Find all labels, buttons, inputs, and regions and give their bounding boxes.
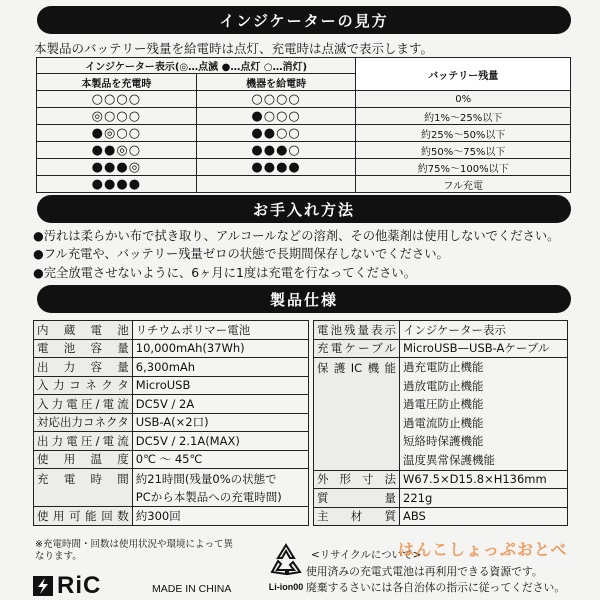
li-ion-mark: Li-ion00 <box>268 582 304 592</box>
care-item: ●汚れは柔らかい布で拭き取り、アルコールなどの溶剤、その他薬剤は使用しないでください。 <box>33 229 560 243</box>
spec-key: 質量 <box>314 489 400 508</box>
supplying-dots: ●○○○ <box>196 108 356 125</box>
indicator-header-title: インジケーターの見方 <box>219 11 389 30</box>
table-row <box>34 395 309 414</box>
charging-dots: ◎○○○ <box>37 108 197 125</box>
table-row <box>34 450 309 469</box>
spec-value-line: 約21時間(残量0%の状態で <box>135 471 277 486</box>
indicator-legend: インジケーター表示(◎…点滅 ●…点灯 ○…消灯) <box>37 58 356 74</box>
spec-value: リチウムポリマー電池 <box>132 321 308 340</box>
spec-value: 6,300mAh <box>132 358 308 377</box>
recycle-title: <リサイクルについて> <box>311 549 422 561</box>
spec-value-line: 短絡時保護機能 <box>403 434 484 449</box>
spec-header-title: 製品仕様 <box>269 290 338 309</box>
charging-dots: ●●●◎ <box>37 159 197 176</box>
care-header-title: お手入れ方法 <box>252 200 355 219</box>
spec-value: 221g <box>400 489 568 508</box>
spec-key: 保護IC機能 <box>314 358 400 471</box>
table-row <box>314 358 568 471</box>
spec-value: ABS <box>400 507 568 526</box>
level-text: 0% <box>356 91 571 108</box>
recycle-text: 廃棄するさいには各自治体の指示に従ってください。 <box>306 581 566 594</box>
brand-logo <box>32 572 101 600</box>
spec-key: 使用可能回数 <box>34 507 133 526</box>
spec-key: 充電ケーブル <box>314 339 400 358</box>
charging-dots: ○○○○ <box>37 91 197 108</box>
care-item: ●完全放電させないように、6ヶ月に1度は充電を行なってください。 <box>33 266 416 280</box>
level-text: フル充電 <box>356 176 571 193</box>
table-row <box>37 125 571 142</box>
supplying-dots <box>196 176 356 193</box>
spec-value: MicroUSB <box>132 376 308 395</box>
spec-key: 主材質 <box>314 507 400 526</box>
spec-value: DC5V / 2A <box>132 395 308 414</box>
supplying-dots: ●●●○ <box>196 142 356 159</box>
watermark: はんこしょっぷおとべ <box>398 540 568 559</box>
made-in: MADE IN CHINA <box>152 583 232 595</box>
charging-dots: ●◎○○ <box>37 125 197 142</box>
level-text: 約25%〜50%以下 <box>356 125 571 142</box>
spec-key: 入力コネクタ <box>34 376 133 395</box>
spec-value-line: 過充電防止機能 <box>403 360 484 374</box>
table-row <box>37 91 571 108</box>
spec-value-line: 過電圧防止機能 <box>403 397 484 412</box>
spec-key: 外形寸法 <box>314 470 400 489</box>
charging-dots: ●●●● <box>37 176 197 193</box>
supplying-dots: ○○○○ <box>196 91 356 108</box>
table-row <box>34 507 309 526</box>
spec-value-line: 過放電防止機能 <box>403 378 484 393</box>
brand-name: RiC <box>57 572 102 599</box>
care-item: ●フル充電や、バッテリー残量ゼロの状態で長期間保存しないでください。 <box>33 247 449 261</box>
level-text: 約1%〜25%以下 <box>356 108 571 125</box>
indicator-table <box>36 57 571 193</box>
spec-value: USB-A(×2口) <box>132 413 308 432</box>
table-row <box>34 321 309 340</box>
care-header <box>37 195 571 223</box>
table-row <box>34 358 309 377</box>
spec-value: 10,000mAh(37Wh) <box>132 339 308 358</box>
table-row <box>34 376 309 395</box>
spec-value <box>132 469 308 507</box>
col-supplying: 機器を給電時 <box>196 74 356 91</box>
indicator-intro: 本製品のバッテリー残量を給電時は点灯、充電時は点滅で表示します。 <box>34 41 434 56</box>
table-row <box>34 339 309 358</box>
spec-key: 内蔵電池 <box>34 321 133 340</box>
table-row <box>34 432 309 451</box>
spec-key: 対応出力コネクタ <box>34 413 133 432</box>
supplying-dots: ●●●● <box>196 159 356 176</box>
spec-table-right <box>313 320 568 526</box>
indicator-header <box>37 6 571 34</box>
spec-value: W67.5×D15.8×H136mm <box>400 470 568 489</box>
spec-value: インジケーター表示 <box>400 321 568 340</box>
spec-key: 電池残量表示 <box>314 321 400 340</box>
footnote: ※充電時間・回数は使用状況や環境によって異なります。 <box>35 539 233 562</box>
spec-key: 出力容量 <box>34 358 133 377</box>
spec-value-line: 温度異常保護機能 <box>403 452 495 467</box>
charging-dots: ●●◎○ <box>37 142 197 159</box>
spec-key: 入力電圧/電流 <box>34 395 133 414</box>
spec-value <box>400 358 568 471</box>
table-row <box>37 142 571 159</box>
table-row <box>37 159 571 176</box>
table-row <box>34 469 309 507</box>
spec-value: DC5V / 2.1A(MAX) <box>132 432 308 451</box>
spec-value: 0℃ 〜 45℃ <box>132 450 308 469</box>
spec-key: 電池容量 <box>34 339 133 358</box>
table-row <box>314 339 568 358</box>
table-row <box>34 413 309 432</box>
supplying-dots: ●●○○ <box>196 125 356 142</box>
level-text: 約50%〜75%以下 <box>356 142 571 159</box>
table-row <box>314 489 568 508</box>
spec-value: 約300回 <box>132 507 308 526</box>
table-row <box>314 470 568 489</box>
level-text: 約75%〜100%以下 <box>356 159 571 176</box>
lightning-icon <box>32 575 54 597</box>
col-level: バッテリー残量 <box>356 58 571 91</box>
table-row <box>314 321 568 340</box>
spec-value: MicroUSB—USB-Aケーブル <box>400 339 568 358</box>
spec-key: 充電時間 <box>34 469 133 507</box>
spec-key: 出力電圧/電流 <box>34 432 133 451</box>
col-charging: 本製品を充電時 <box>37 74 197 91</box>
recycle-text: 使用済みの充電式電池は再利用できる資源です。 <box>306 565 543 578</box>
recycle-icon <box>266 542 306 578</box>
spec-value-line: PCから本製品への充電時間) <box>135 489 282 504</box>
table-row <box>37 108 571 125</box>
spec-key: 使用温度 <box>34 450 133 469</box>
spec-table-left <box>33 320 309 526</box>
table-row <box>37 176 571 193</box>
table-row <box>314 507 568 526</box>
spec-value-line: 過電流防止機能 <box>403 415 484 430</box>
spec-header <box>37 285 571 313</box>
